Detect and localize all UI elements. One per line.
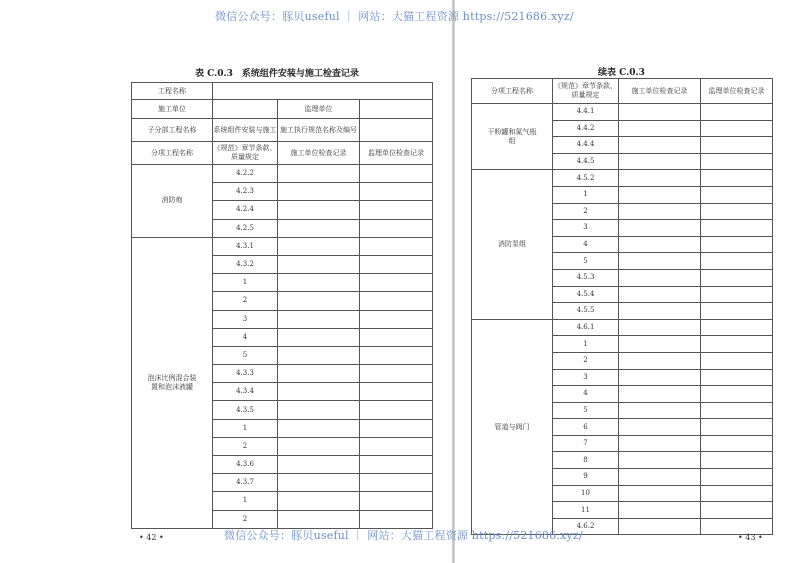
clause-cell: 4.5.3 (553, 269, 619, 286)
col-header-item: 分项工程名称 (132, 142, 213, 165)
supervisor-record-cell[interactable] (701, 220, 773, 237)
col-header-contractor-record: 施工单位检查记录 (278, 142, 360, 165)
supervisor-record-cell[interactable] (701, 435, 773, 452)
table-row (472, 319, 773, 336)
supervisor-record-cell[interactable] (701, 120, 773, 137)
project-name-label: 工程名称 (132, 83, 213, 100)
supervisor-record-cell[interactable] (360, 310, 433, 328)
supervisor-record-cell[interactable] (360, 183, 433, 201)
contractor-record-cell[interactable] (619, 220, 701, 237)
contractor-record-cell[interactable] (278, 474, 360, 492)
clause-cell: 2 (553, 352, 619, 369)
item-name-cell: 干粉罐和氮气瓶组 (472, 104, 553, 170)
contractor-record-cell[interactable] (619, 137, 701, 154)
watermark-top: 微信公众号：豚贝useful ｜ 网站：大猫工程资源 https://521686.xyz/ (215, 10, 574, 23)
clause-cell: 3 (553, 369, 619, 386)
clause-cell: 4.2.4 (213, 201, 278, 219)
clause-cell: 4.6.1 (553, 319, 619, 336)
supervisor-record-cell[interactable] (360, 255, 433, 273)
item-name-cell: 消防炮 (132, 165, 213, 238)
clause-cell: 1 (213, 419, 278, 437)
contractor-record-cell[interactable] (278, 437, 360, 455)
clause-cell: 1 (213, 492, 278, 510)
supervisor-record-cell[interactable] (701, 269, 773, 286)
contractor-record-cell[interactable] (278, 346, 360, 364)
supervisor-record-cell[interactable] (360, 510, 433, 528)
clause-cell: 2 (213, 510, 278, 528)
contractor-record-cell[interactable] (619, 336, 701, 353)
project-name-value (213, 83, 433, 100)
supervisor-record-cell[interactable] (701, 319, 773, 336)
clause-cell: 5 (553, 402, 619, 419)
contractor-record-cell[interactable] (619, 419, 701, 436)
supervisor-record-cell[interactable] (360, 419, 433, 437)
contractor-record-cell[interactable] (278, 383, 360, 401)
supervisor-record-cell[interactable] (360, 474, 433, 492)
clause-cell: 5 (553, 253, 619, 270)
clause-cell: 4.5.5 (553, 303, 619, 320)
inspection-record-table-continued (471, 78, 773, 535)
table-row (132, 165, 433, 183)
contractor-record-cell[interactable] (619, 170, 701, 187)
supervisor-record-cell[interactable] (360, 437, 433, 455)
supervisor-record-cell[interactable] (360, 456, 433, 474)
contractor-record-cell[interactable] (278, 165, 360, 183)
clause-cell: 4.2.2 (213, 165, 278, 183)
contractor-record-cell[interactable] (278, 456, 360, 474)
standard-label: 施工执行规范名称及编号 (278, 119, 360, 142)
contractor-record-cell[interactable] (619, 452, 701, 469)
clause-cell: 4.2.3 (213, 183, 278, 201)
supervisor-record-cell[interactable] (360, 401, 433, 419)
contractor-record-cell[interactable] (278, 219, 360, 237)
clause-cell: 4.3.7 (213, 474, 278, 492)
item-name-cell: 泡沫比例混合装置和泡沫液罐 (132, 237, 213, 528)
supervisor-record-cell[interactable] (701, 153, 773, 170)
supervisor-record-cell[interactable] (701, 419, 773, 436)
contractor-record-cell[interactable] (619, 469, 701, 486)
contractor-record-cell[interactable] (619, 319, 701, 336)
contractor-record-cell[interactable] (278, 292, 360, 310)
contractor-record-cell[interactable] (619, 286, 701, 303)
col-header-clause: 《规范》章节条款、质量规定 (213, 142, 278, 165)
clause-cell: 4.3.5 (213, 401, 278, 419)
table-row (132, 237, 433, 255)
contractor-record-cell[interactable] (278, 274, 360, 292)
contractor-record-cell[interactable] (619, 518, 701, 535)
supervisor-record-cell[interactable] (701, 137, 773, 154)
clause-cell: 4.6.2 (553, 518, 619, 535)
supervision-unit-label: 监理单位 (278, 100, 360, 119)
clause-cell: 4.3.6 (213, 456, 278, 474)
contractor-record-cell[interactable] (278, 492, 360, 510)
contractor-record-cell[interactable] (619, 402, 701, 419)
supervisor-record-cell[interactable] (701, 170, 773, 187)
contractor-record-cell[interactable] (278, 365, 360, 383)
clause-cell: 1 (553, 336, 619, 353)
contractor-record-cell[interactable] (619, 502, 701, 519)
clause-cell: 4.4.4 (553, 137, 619, 154)
construction-unit-value (213, 100, 278, 119)
clause-cell: 4.4.5 (553, 153, 619, 170)
page-number-right: • 43 • (738, 533, 763, 542)
clause-cell: 7 (553, 435, 619, 452)
clause-cell: 6 (553, 419, 619, 436)
clause-cell: 4.3.2 (213, 255, 278, 273)
clause-cell: 4 (553, 236, 619, 253)
contractor-record-cell[interactable] (619, 485, 701, 502)
supervisor-record-cell[interactable] (360, 201, 433, 219)
clause-cell: 4.3.4 (213, 383, 278, 401)
column-header-row (472, 79, 773, 104)
clause-cell: 9 (553, 469, 619, 486)
contractor-record-cell[interactable] (619, 369, 701, 386)
supervisor-record-cell[interactable] (701, 336, 773, 353)
clause-cell: 1 (213, 274, 278, 292)
supervision-unit-value (360, 100, 433, 119)
supervisor-record-cell[interactable] (360, 346, 433, 364)
clause-cell: 2 (213, 437, 278, 455)
standard-value (360, 119, 433, 142)
supervisor-record-cell[interactable] (360, 365, 433, 383)
clause-cell: 4.5.2 (553, 170, 619, 187)
clause-cell: 8 (553, 452, 619, 469)
clause-cell: 4 (213, 328, 278, 346)
supervisor-record-cell[interactable] (701, 286, 773, 303)
contractor-record-cell[interactable] (619, 269, 701, 286)
contractor-record-cell[interactable] (619, 203, 701, 220)
clause-cell: 2 (553, 203, 619, 220)
contractor-record-cell[interactable] (278, 328, 360, 346)
page-number-left: • 42 • (139, 533, 164, 542)
contractor-record-cell[interactable] (619, 386, 701, 403)
supervisor-record-cell[interactable] (360, 237, 433, 255)
contractor-record-cell[interactable] (619, 104, 701, 121)
supervisor-record-cell[interactable] (701, 352, 773, 369)
supervisor-record-cell[interactable] (701, 386, 773, 403)
supervisor-record-cell[interactable] (701, 303, 773, 320)
clause-cell: 5 (213, 346, 278, 364)
inspection-record-table (131, 82, 433, 529)
supervisor-record-cell[interactable] (701, 469, 773, 486)
supervisor-record-cell[interactable] (701, 485, 773, 502)
col-header-supervisor-record: 监理单位检查记录 (701, 79, 773, 104)
supervisor-record-cell[interactable] (701, 402, 773, 419)
clause-cell: 4.5.4 (553, 286, 619, 303)
supervisor-record-cell[interactable] (701, 203, 773, 220)
supervisor-record-cell[interactable] (701, 253, 773, 270)
contractor-record-cell[interactable] (278, 255, 360, 273)
clause-cell: 4.2.5 (213, 219, 278, 237)
supervisor-record-cell[interactable] (701, 236, 773, 253)
contractor-record-cell[interactable] (278, 401, 360, 419)
supervisor-record-cell[interactable] (701, 186, 773, 203)
supervisor-record-cell[interactable] (360, 328, 433, 346)
supervisor-record-cell[interactable] (360, 165, 433, 183)
contractor-record-cell[interactable] (619, 236, 701, 253)
contractor-record-cell[interactable] (619, 153, 701, 170)
construction-unit-label: 施工单位 (132, 100, 213, 119)
contractor-record-cell[interactable] (278, 237, 360, 255)
supervisor-record-cell[interactable] (360, 292, 433, 310)
right-table-title: 续表 C.0.3 (598, 68, 645, 78)
clause-cell: 4.4.2 (553, 120, 619, 137)
sub-division-label: 子分部工程名称 (132, 119, 213, 142)
clause-cell: 4 (553, 386, 619, 403)
column-header-row (132, 142, 433, 165)
watermark-bottom: 微信公众号：豚贝useful ｜ 网站：大猫工程资源 https://521686.xyz/ (224, 529, 583, 542)
contractor-record-cell[interactable] (278, 510, 360, 528)
supervisor-record-cell[interactable] (701, 104, 773, 121)
clause-cell: 10 (553, 485, 619, 502)
contractor-record-cell[interactable] (278, 419, 360, 437)
contractor-record-cell[interactable] (619, 253, 701, 270)
clause-cell: 1 (553, 186, 619, 203)
clause-cell: 2 (213, 292, 278, 310)
left-table-title: 表 C.0.3 系统组件安装与施工检查记录 (195, 69, 359, 79)
item-name-cell: 消防泵组 (472, 170, 553, 319)
contractor-record-cell[interactable] (278, 310, 360, 328)
supervisor-record-cell[interactable] (701, 369, 773, 386)
contractor-record-cell[interactable] (619, 186, 701, 203)
contractor-record-cell[interactable] (278, 183, 360, 201)
supervisor-record-cell[interactable] (701, 452, 773, 469)
supervisor-record-cell[interactable] (701, 502, 773, 519)
clause-cell: 11 (553, 502, 619, 519)
col-header-item: 分项工程名称 (472, 79, 553, 104)
clause-cell: 4.3.3 (213, 365, 278, 383)
col-header-contractor-record: 施工单位检查记录 (619, 79, 701, 104)
supervisor-record-cell[interactable] (360, 383, 433, 401)
table-row (472, 104, 773, 121)
contractor-record-cell[interactable] (278, 201, 360, 219)
supervisor-record-cell[interactable] (360, 219, 433, 237)
clause-cell: 4.3.1 (213, 237, 278, 255)
supervisor-record-cell[interactable] (360, 274, 433, 292)
sub-division-value: 系统组件安装与施工 (213, 119, 278, 142)
clause-cell: 3 (553, 220, 619, 237)
table-row (472, 170, 773, 187)
clause-cell: 3 (213, 310, 278, 328)
col-header-clause: 《规范》章节条款、质量规定 (553, 79, 619, 104)
item-name-cell: 管道与阀门 (472, 319, 553, 535)
clause-cell: 4.4.1 (553, 104, 619, 121)
contractor-record-cell[interactable] (619, 303, 701, 320)
contractor-record-cell[interactable] (619, 435, 701, 452)
supervisor-record-cell[interactable] (360, 492, 433, 510)
col-header-supervisor-record: 监理单位检查记录 (360, 142, 433, 165)
book-fold (452, 0, 455, 563)
contractor-record-cell[interactable] (619, 120, 701, 137)
contractor-record-cell[interactable] (619, 352, 701, 369)
